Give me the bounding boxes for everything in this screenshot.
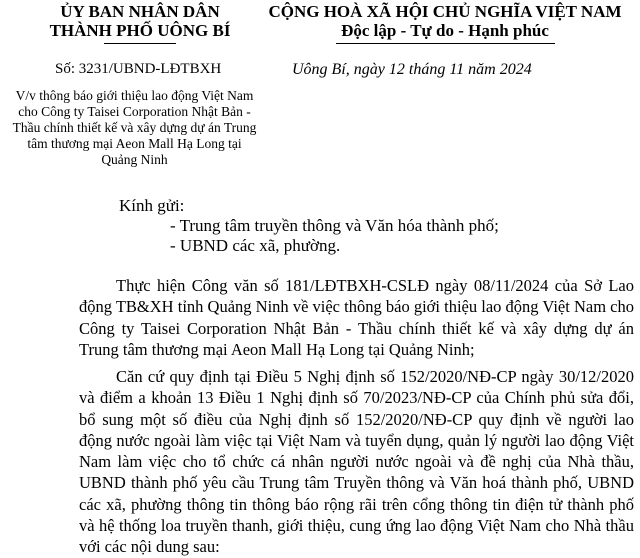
nation-line-1: CỘNG HOÀ XÃ HỘI CHỦ NGHĨA VIỆT NAM — [268, 2, 622, 21]
issuer-block — [40, 2, 240, 40]
body-paragraph-2: Căn cứ quy định tại Điều 5 Nghị định số 152/2020/NĐ-CP ngày 30/12/2020 và điểm a khoản 13 Điều 1 Nghị định số 70/2023/NĐ-CP của Chính phủ sửa đổi, bổ sung một số điều của Nghị định số 152/2020/NĐ-CP quy định về người lao động nước ngoài làm việc tại Việt Nam và tuyển dụng, quản lý người lao động Việt Nam làm việc cho tổ chức cá nhân người nước ngoài và đề nghị của Nhà thầu, UBND thành phố yêu cầu Trung tâm Truyền thông và Văn hoá thành phố, UBND các xã, phường thông tin thông báo rộng rãi trên cổng thông tin điện tử thành phố và hệ thống loa truyền thanh, giới thiệu, cung ứng lao động Việt Nam cho Nhà thầu với các nội dung sau: — [79, 367, 634, 557]
subject-summary: V/v thông báo giới thiệu lao động Việt Nam cho Công ty Taisei Corporation Nhật Bản - Thầu chính thiết kế và xây dựng dự án Trung tâm thương mại Aeon Mall Hạ Long tại Quảng Ninh — [12, 88, 257, 167]
issuer-line-1: ỦY BAN NHÂN DÂN — [60, 2, 220, 21]
body-paragraph-1: Thực hiện Công văn số 181/LĐTBXH-CSLĐ ngày 08/11/2024 của Sở Lao động TB&XH tỉnh Quảng Ninh về việc thông báo giới thiệu lao động Việt Nam cho Công ty Taisei Corporation Nhật Bản - Thầu chính thiết kế và xây dựng dự án Trung tâm thương mại Aeon Mall Hạ Long tại Quảng Ninh; — [79, 276, 634, 359]
recipient-1: - Trung tâm truyền thông và Văn hóa thành phố; — [170, 216, 499, 235]
recipient-2: - UBND các xã, phường. — [170, 236, 341, 255]
issuer-underline — [104, 43, 176, 44]
place-date: Uông Bí, ngày 12 tháng 11 năm 2024 — [292, 61, 532, 78]
greeting: Kính gửi: — [119, 196, 185, 215]
motto: Độc lập - Tự do - Hạnh phúc — [341, 21, 549, 40]
issuer-line-2: THÀNH PHỐ UÔNG BÍ — [49, 21, 231, 40]
motto-underline — [336, 43, 555, 44]
document-number: Số: 3231/UBND-LĐTBXH — [55, 61, 222, 77]
national-header — [250, 2, 640, 40]
